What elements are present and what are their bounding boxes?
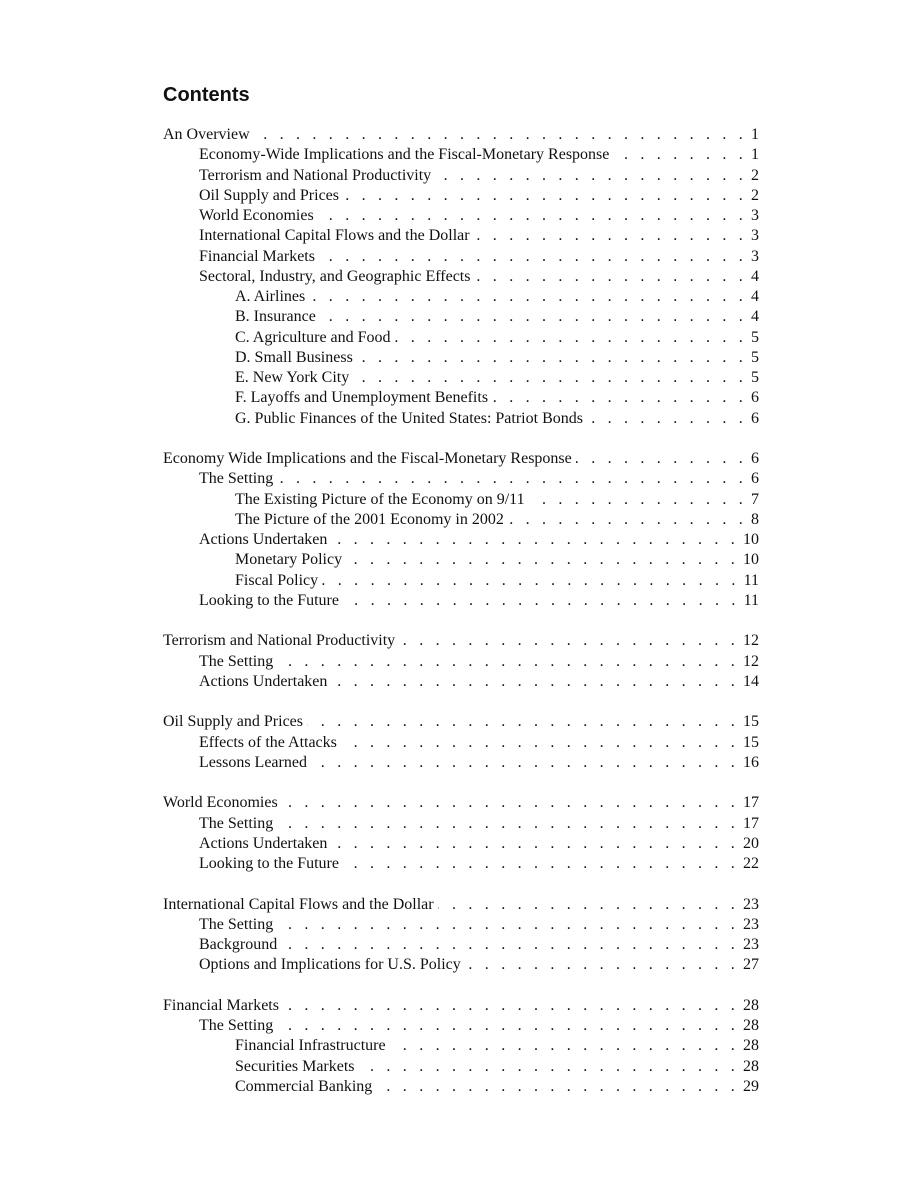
toc-entry-level-3[interactable] (163, 1057, 759, 1077)
toc-entry-level-2[interactable] (163, 672, 759, 692)
toc-page-number: 4 (751, 308, 759, 326)
toc-entry-level-2[interactable] (163, 854, 759, 874)
toc-dot-leader (318, 206, 747, 226)
toc-dot-leader (343, 854, 739, 874)
toc-page-number: 27 (743, 956, 759, 974)
toc-page-number: 3 (751, 207, 759, 224)
toc-dot-leader (254, 125, 747, 145)
toc-page-number: 23 (743, 895, 759, 913)
toc-entry-level-1[interactable] (163, 712, 759, 732)
toc-dot-leader (353, 368, 747, 388)
toc-dot-leader (438, 895, 739, 915)
toc-entry-level-2[interactable] (163, 733, 759, 753)
toc-entry-level-2[interactable] (163, 814, 759, 834)
table-of-contents (163, 82, 759, 1117)
toc-page-number: 12 (743, 652, 759, 670)
toc-dot-leader (465, 955, 739, 975)
toc-entry-level-2[interactable] (163, 145, 759, 165)
toc-dot-leader (435, 166, 747, 186)
toc-page-number: 12 (743, 632, 759, 650)
toc-entry-title: Looking to the Future (199, 591, 339, 609)
toc-entry-title: Economy Wide Implications and the Fiscal-Monetary Response (163, 450, 572, 467)
toc-entry-title: Options and Implications for U.S. Policy (199, 956, 461, 974)
toc-dot-leader (529, 490, 747, 510)
toc-page-number: 5 (751, 348, 759, 366)
toc-page-number: 16 (743, 753, 759, 771)
toc-entry-title: Monetary Policy (235, 551, 343, 569)
toc-entry-level-3[interactable] (163, 307, 759, 327)
toc-page-number: 15 (743, 713, 759, 731)
toc-page-number: 28 (743, 1037, 759, 1055)
toc-entry-title: International Capital Flows and the Dollar (163, 895, 434, 913)
toc-entry-level-2[interactable] (163, 206, 759, 226)
toc-page-number: 11 (743, 571, 759, 589)
toc-entry-level-2[interactable] (163, 226, 759, 246)
toc-entry-title: World Economies (163, 794, 278, 812)
toc-entry-level-2[interactable] (163, 186, 759, 206)
toc-entry-title: Financial Infrastructure (235, 1037, 386, 1055)
toc-entry-level-3[interactable] (163, 409, 759, 429)
toc-page-number: 11 (743, 591, 759, 609)
toc-dot-leader (341, 733, 739, 753)
toc-entry-title: C. Agriculture and Food (235, 328, 391, 346)
toc-entry-title: The Setting (199, 814, 274, 832)
toc-page-number: 3 (751, 247, 759, 265)
toc-entry-title: Background (199, 936, 278, 953)
toc-dot-leader (346, 550, 739, 570)
toc-dot-leader (320, 307, 747, 327)
toc-entry-title: Terrorism and National Productivity (163, 632, 396, 650)
toc-page-number: 17 (743, 814, 759, 832)
toc-dot-leader (283, 996, 739, 1016)
toc-entry-level-2[interactable] (163, 915, 759, 935)
toc-entry-title: The Setting (199, 652, 274, 670)
toc-entry-title: Financial Markets (199, 247, 315, 265)
toc-dot-leader (359, 1057, 739, 1077)
toc-page-number: 6 (751, 409, 759, 427)
toc-entry-level-3[interactable] (163, 388, 759, 408)
toc-page-number: 14 (743, 672, 759, 690)
toc-dot-leader (277, 1016, 739, 1036)
toc-dot-leader (322, 571, 739, 591)
toc-entry-level-2[interactable] (163, 267, 759, 287)
toc-entry-title: B. Insurance (235, 308, 316, 326)
toc-entry-title: World Economies (199, 207, 314, 224)
toc-page-number: 10 (743, 531, 759, 548)
toc-dot-leader (343, 591, 740, 611)
toc-entry-level-3[interactable] (163, 510, 759, 530)
toc-page-number: 29 (743, 1077, 759, 1095)
toc-dot-leader (277, 469, 747, 489)
toc-entry-level-3[interactable] (163, 1077, 759, 1097)
toc-entry-level-3[interactable] (163, 368, 759, 388)
toc-entry-title: Oil Supply and Prices (163, 713, 303, 731)
toc-dot-leader (311, 753, 739, 773)
toc-entry-level-3[interactable] (163, 571, 759, 591)
toc-dot-leader (474, 267, 747, 287)
toc-dot-leader (319, 247, 747, 267)
toc-dot-leader (281, 935, 739, 955)
toc-entry-title: G. Public Finances of the United States: Patriot Bonds (235, 409, 583, 427)
toc-page-number: 22 (743, 855, 759, 872)
toc-entry-level-1[interactable] (163, 895, 759, 915)
toc-page-number: 5 (751, 328, 759, 346)
toc-section (163, 125, 759, 429)
toc-entry-title: The Setting (199, 1017, 274, 1034)
toc-section (163, 793, 759, 874)
toc-page-number: 6 (751, 389, 759, 407)
toc-dot-leader (613, 145, 747, 165)
toc-entry-title: D. Small Business (235, 348, 353, 366)
toc-dot-leader (395, 328, 747, 348)
toc-entry-title: E. New York City (235, 369, 350, 386)
toc-dot-leader (309, 287, 747, 307)
toc-section (163, 449, 759, 611)
toc-page-number: 23 (743, 915, 759, 933)
toc-page-number: 8 (751, 510, 759, 528)
toc-section (163, 996, 759, 1097)
toc-entry-level-1[interactable] (163, 996, 759, 1016)
toc-entry-level-3[interactable] (163, 550, 759, 570)
toc-dot-leader (343, 186, 747, 206)
toc-entry-title: Looking to the Future (199, 855, 339, 872)
toc-entry-title: International Capital Flows and the Dollar (199, 227, 470, 245)
toc-page-number: 2 (751, 186, 759, 204)
toc-dot-leader (357, 348, 747, 368)
toc-dot-leader (492, 388, 747, 408)
toc-page-number: 1 (751, 146, 759, 164)
toc-entry-level-1[interactable] (163, 631, 759, 651)
toc-entry-level-2[interactable] (163, 955, 759, 975)
toc-entry-level-2[interactable] (163, 469, 759, 489)
toc-entry-title: Lessons Learned (199, 753, 307, 771)
toc-entry-title: Securities Markets (235, 1057, 355, 1075)
toc-entry-title: Fiscal Policy (235, 571, 319, 589)
toc-page-number: 20 (743, 834, 759, 852)
toc-dot-leader (331, 530, 739, 550)
toc-dot-leader (331, 834, 739, 854)
toc-entry-level-3[interactable] (163, 348, 759, 368)
toc-entry-title: Terrorism and National Productivity (199, 166, 432, 184)
toc-page-number: 17 (743, 794, 759, 812)
toc-page-number: 7 (751, 490, 759, 508)
toc-dot-leader (331, 672, 739, 692)
toc-page-number: 28 (743, 1057, 759, 1075)
toc-entry-level-3[interactable] (163, 490, 759, 510)
toc-page-number: 1 (751, 126, 759, 143)
toc-entry-title: Actions Undertaken (199, 531, 328, 548)
toc-entry-title: The Setting (199, 470, 274, 488)
toc-dot-leader (399, 631, 739, 651)
toc-page-number: 4 (751, 288, 759, 305)
toc-entry-title: The Existing Picture of the Economy on 9/11 (235, 490, 525, 508)
toc-body (163, 125, 759, 1097)
toc-page-number: 28 (743, 1017, 759, 1034)
toc-page-number: 10 (743, 551, 759, 569)
toc-entry-title: Actions Undertaken (199, 834, 328, 852)
toc-entry-level-2[interactable] (163, 834, 759, 854)
toc-entry-title: Effects of the Attacks (199, 733, 337, 751)
toc-page-number: 6 (751, 450, 759, 467)
toc-section (163, 895, 759, 976)
toc-entry-level-1[interactable] (163, 125, 759, 145)
toc-page-number: 23 (743, 936, 759, 953)
toc-page-number: 5 (751, 369, 759, 386)
toc-entry-title: An Overview (163, 126, 250, 143)
toc-entry-level-2[interactable] (163, 753, 759, 773)
toc-entry-level-3[interactable] (163, 1036, 759, 1056)
toc-page-number: 6 (751, 470, 759, 488)
toc-entry-level-2[interactable] (163, 591, 759, 611)
toc-entry-title: A. Airlines (235, 288, 306, 305)
toc-section (163, 631, 759, 692)
toc-dot-leader (390, 1036, 739, 1056)
toc-page-number: 4 (751, 267, 759, 285)
toc-entry-level-2[interactable] (163, 530, 759, 550)
toc-entry-level-2[interactable] (163, 166, 759, 186)
toc-entry-title: Economy-Wide Implications and the Fiscal-Monetary Response (199, 146, 610, 164)
toc-dot-leader (277, 814, 739, 834)
toc-section (163, 712, 759, 773)
toc-entry-level-3[interactable] (163, 328, 759, 348)
toc-dot-leader (307, 712, 739, 732)
toc-entry-title: Commercial Banking (235, 1077, 373, 1095)
toc-page-number: 2 (751, 166, 759, 184)
toc-entry-title: The Setting (199, 915, 274, 933)
toc-dot-leader (282, 793, 739, 813)
toc-entry-title: F. Layoffs and Unemployment Benefits (235, 389, 489, 407)
toc-dot-leader (508, 510, 747, 530)
toc-dot-leader (277, 915, 739, 935)
toc-entry-title: Sectoral, Industry, and Geographic Effects (199, 267, 471, 285)
toc-dot-leader (376, 1077, 739, 1097)
toc-page-number: 3 (751, 227, 759, 245)
toc-entry-level-1[interactable] (163, 793, 759, 813)
toc-entry-level-2[interactable] (163, 935, 759, 955)
toc-dot-leader (474, 226, 747, 246)
toc-dot-leader (277, 652, 739, 672)
toc-entry-level-2[interactable] (163, 652, 759, 672)
toc-entry-title: Oil Supply and Prices (199, 186, 339, 204)
toc-dot-leader (587, 409, 747, 429)
toc-page-number: 15 (743, 733, 759, 751)
toc-entry-title: The Picture of the 2001 Economy in 2002 (235, 510, 504, 528)
toc-page-number: 28 (743, 996, 759, 1014)
page-title: Contents (163, 84, 250, 106)
toc-entry-level-3[interactable] (163, 287, 759, 307)
toc-entry-level-1[interactable] (163, 449, 759, 469)
toc-entry-title: Financial Markets (163, 996, 279, 1014)
toc-dot-leader (576, 449, 747, 469)
toc-entry-level-2[interactable] (163, 1016, 759, 1036)
toc-entry-level-2[interactable] (163, 247, 759, 267)
toc-entry-title: Actions Undertaken (199, 672, 328, 690)
